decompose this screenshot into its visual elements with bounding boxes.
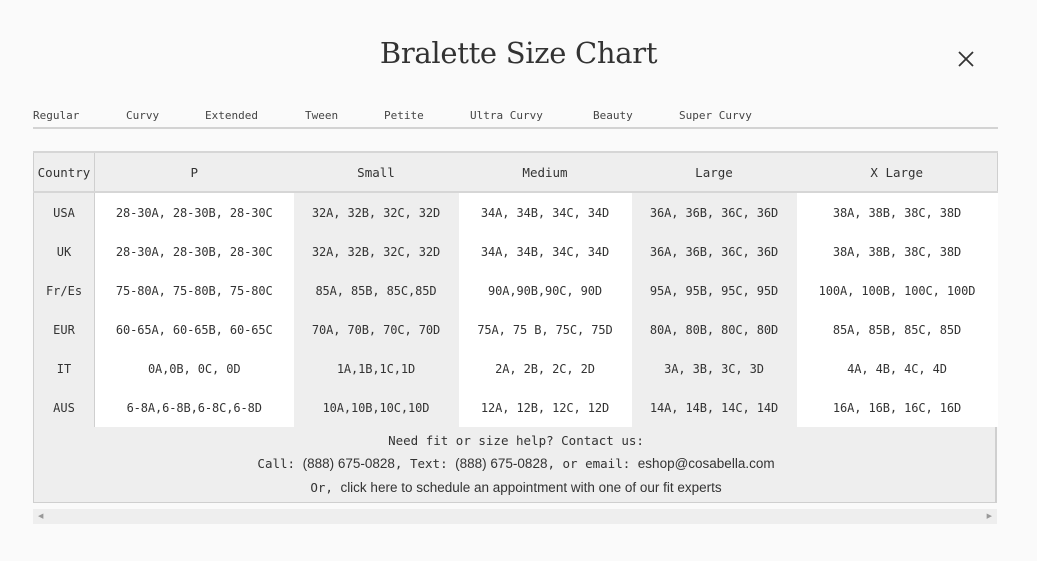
close-icon: [953, 46, 979, 72]
table-cell: 100A, 100B, 100C, 100D: [797, 271, 998, 310]
row-country-label: EUR: [34, 310, 95, 349]
table-row: [34, 232, 998, 271]
table-cell: 36A, 36B, 36C, 36D: [632, 232, 797, 271]
table-cell: 60-65A, 60-65B, 60-65C: [95, 310, 294, 349]
table-cell: 2A, 2B, 2C, 2D: [459, 349, 632, 388]
table-cell: 70A, 70B, 70C, 70D: [294, 310, 459, 349]
tab-tween[interactable]: Tween: [305, 109, 339, 122]
horizontal-scrollbar[interactable]: [33, 509, 997, 524]
column-header-small: Small: [294, 152, 459, 192]
table-header-row: [34, 152, 998, 192]
table-cell: 32A, 32B, 32C, 32D: [294, 232, 459, 271]
scroll-left-arrow[interactable]: ◀: [38, 512, 44, 520]
column-header-country: Country: [34, 152, 95, 192]
row-country-label: Fr/Es: [34, 271, 95, 310]
table-cell: 4A, 4B, 4C, 4D: [797, 349, 998, 388]
tab-regular[interactable]: Regular: [33, 109, 80, 122]
tab-ultra-curvy[interactable]: Ultra Curvy: [470, 109, 543, 122]
table-cell: 28-30A, 28-30B, 28-30C: [95, 232, 294, 271]
tab-petite[interactable]: Petite: [384, 109, 424, 122]
fit-help-footer: [33, 427, 997, 503]
email-label: , or email:: [547, 456, 631, 471]
tab-extended[interactable]: Extended: [205, 109, 258, 122]
table-row: [34, 192, 998, 232]
close-button[interactable]: [953, 46, 979, 72]
row-country-label: UK: [34, 232, 95, 271]
size-table: [33, 151, 998, 427]
table-cell: 85A, 85B, 85C, 85D: [797, 310, 998, 349]
table-cell: 6-8A,6-8B,6-8C,6-8D: [95, 388, 294, 427]
column-header-medium: Medium: [459, 152, 632, 192]
appointment-link[interactable]: click here to schedule an appointment with one of our fit experts: [340, 480, 722, 495]
table-cell: 36A, 36B, 36C, 36D: [632, 192, 797, 232]
text-label: , Text:: [394, 456, 448, 471]
table-cell: 3A, 3B, 3C, 3D: [632, 349, 797, 388]
table-cell: 38A, 38B, 38C, 38D: [797, 192, 998, 232]
table-cell: 1A,1B,1C,1D: [294, 349, 459, 388]
tab-super-curvy[interactable]: Super Curvy: [679, 109, 752, 122]
table-cell: 34A, 34B, 34C, 34D: [459, 232, 632, 271]
column-header-large: Large: [632, 152, 797, 192]
table-cell: 90A,90B,90C, 90D: [459, 271, 632, 310]
table-cell: 28-30A, 28-30B, 28-30C: [95, 192, 294, 232]
table-cell: 0A,0B, 0C, 0D: [95, 349, 294, 388]
table-cell: 12A, 12B, 12C, 12D: [459, 388, 632, 427]
table-cell: 75-80A, 75-80B, 75-80C: [95, 271, 294, 310]
or-label: Or,: [310, 480, 333, 495]
contact-line: [34, 456, 998, 471]
table-row: [34, 388, 998, 427]
table-cell: 85A, 85B, 85C,85D: [294, 271, 459, 310]
table-cell: 32A, 32B, 32C, 32D: [294, 192, 459, 232]
table-cell: 80A, 80B, 80C, 80D: [632, 310, 797, 349]
row-country-label: IT: [34, 349, 95, 388]
table-cell: 16A, 16B, 16C, 16D: [797, 388, 998, 427]
size-table-container: [33, 151, 997, 503]
table-cell: 10A,10B,10C,10D: [294, 388, 459, 427]
phone-link[interactable]: (888) 675-0828: [302, 456, 395, 471]
table-cell: 75A, 75 B, 75C, 75D: [459, 310, 632, 349]
column-header-p: P: [95, 152, 294, 192]
appointment-line: [34, 480, 998, 495]
column-header-x-large: X Large: [797, 152, 998, 192]
scroll-right-arrow[interactable]: ▶: [986, 512, 992, 520]
table-cell: 38A, 38B, 38C, 38D: [797, 232, 998, 271]
row-country-label: AUS: [34, 388, 95, 427]
table-row: [34, 271, 998, 310]
text-phone-link[interactable]: (888) 675-0828: [455, 456, 548, 471]
call-label: Call:: [257, 456, 296, 471]
size-chart-tabs: [33, 103, 998, 129]
fit-help-heading: Need fit or size help? Contact us:: [388, 433, 644, 448]
email-link[interactable]: eshop@cosabella.com: [637, 456, 775, 471]
table-row: [34, 349, 998, 388]
tab-beauty[interactable]: Beauty: [593, 109, 633, 122]
table-cell: 14A, 14B, 14C, 14D: [632, 388, 797, 427]
tab-curvy[interactable]: Curvy: [126, 109, 160, 122]
page-title: Bralette Size Chart: [379, 36, 658, 70]
table-row: [34, 310, 998, 349]
row-country-label: USA: [34, 192, 95, 232]
table-cell: 95A, 95B, 95C, 95D: [632, 271, 797, 310]
table-cell: 34A, 34B, 34C, 34D: [459, 192, 632, 232]
